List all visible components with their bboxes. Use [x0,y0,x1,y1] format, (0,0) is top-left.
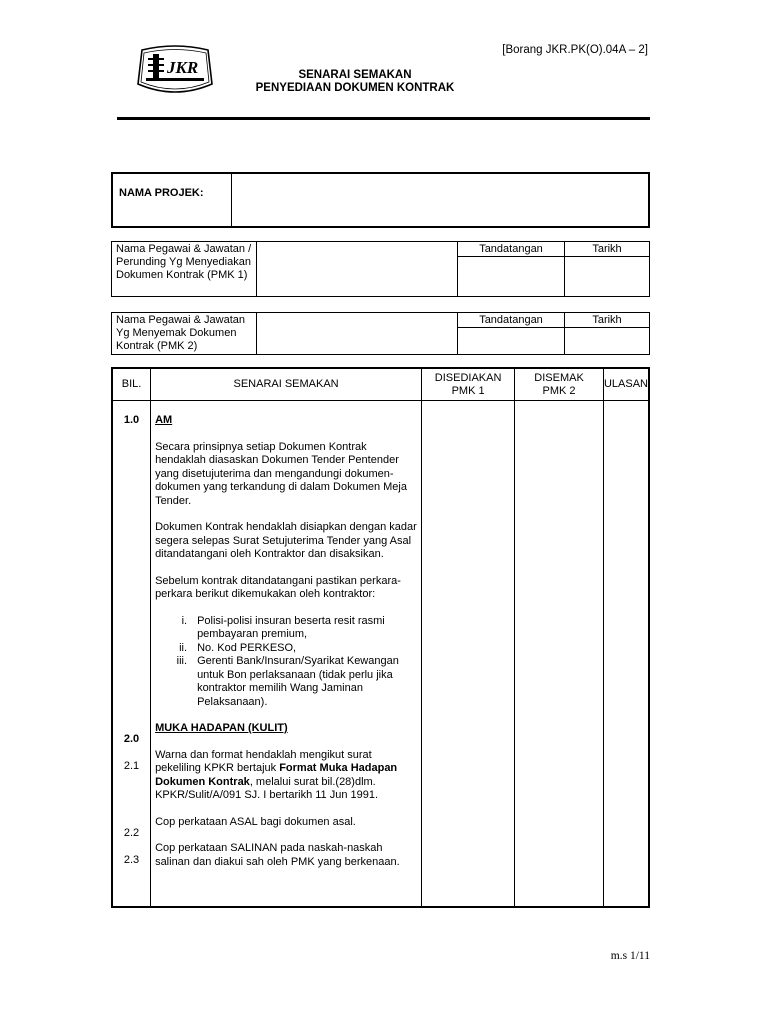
list-marker: ii. [179,641,188,654]
checklist-table [111,367,650,908]
date-field-pmk1[interactable] [565,257,650,297]
logo-text: JKR [167,58,199,77]
checklist-numbers [112,401,151,908]
list-item [155,655,417,709]
signoff-table-checked [111,312,650,355]
project-label: NAMA PROJEK: [112,173,232,227]
section-heading: MUKA HADAPAN (KULIT) [155,722,288,734]
col-header-checklist: SENARAI SEMAKAN [151,368,422,401]
header-divider [117,117,650,120]
list-text: Gerenti Bank/Insuran/Syarikat Kewangan untuk Bon perlaksanaan (tidak perlu jika kontraktor memilih Wang Jaminan Pelaksanaan). [197,655,399,708]
section-number: 1.0 [123,414,140,426]
col-header-bil: BIL. [112,368,151,401]
list-marker: i. [181,614,188,627]
item-text [155,749,417,803]
signature-field-pmk1[interactable] [458,257,565,297]
project-table [111,172,650,228]
signature-field-pmk2[interactable] [458,328,565,355]
col-header-checked: DISEMAK PMK 2 [515,368,604,401]
signoff-name-pmk1[interactable] [257,242,458,297]
item-text-part: Warna dan format hendaklah mengikut surat pekeliling KPKR bertajuk [155,748,372,774]
item-text: Cop perkataan ASAL bagi dokumen asal. [155,815,356,828]
project-input[interactable] [232,173,650,227]
signature-header-pmk1: Tandatangan [458,242,565,257]
paragraph: Dokumen Kontrak hendaklah disiapkan dengan kadar segera selepas Surat Setujuterima Tender yang Asal ditandatangani oleh Kontraktor dan disaksikan. [155,521,417,560]
date-header-pmk2: Tarikh [565,313,650,328]
list-marker: iii. [176,655,188,667]
list-item [155,615,417,642]
item-number: 2.1 [123,760,140,772]
item-number: 2.2 [123,827,140,839]
item-text-part: , melalui surat bil.(28)dlm. KPKR/Sulit/A/091 SJ. I bertarikh 11 Jun 1991. [155,775,379,801]
form-reference: [Borang JKR.PK(O).04A – 2] [502,44,648,56]
signoff-label-pmk1: Nama Pegawai & Jawatan / Perunding Yg Menyediakan Dokumen Kontrak (PMK 1) [112,242,257,297]
remarks-cell[interactable] [603,401,649,908]
col-header-remarks: ULASAN [603,368,649,401]
col-header-prepared: DISEDIAKAN PMK 1 [422,368,515,401]
page-number: m.s 1/11 [610,950,650,962]
item-text: Cop perkataan SALINAN pada naskah-naskah salinan dan diakui sah oleh PMK yang berkenaan. [155,842,400,868]
checked-check-cell[interactable] [515,401,604,908]
date-field-pmk2[interactable] [565,328,650,355]
item-text-bold: Format Muka Hadapan Dokumen Kontrak [155,762,398,788]
paragraph: Sebelum kontrak ditandatangani pastikan perkara-perkara berikut dikemukakan oleh kontraktor: [155,574,401,600]
list-item [155,642,417,656]
signature-header-pmk2: Tandatangan [458,313,565,328]
prepared-check-cell[interactable] [422,401,515,908]
doc-title-line1: SENARAI SEMAKAN [298,69,412,81]
signoff-table-prepared [111,241,650,297]
doc-title-line2: PENYEDIAAN DOKUMEN KONTRAK [255,82,455,94]
list-text: No. Kod PERKESO, [197,641,297,654]
list-text: Polisi-polisi insuran beserta resit rasmi pembayaran premium, [197,614,385,640]
signoff-label-pmk2: Nama Pegawai & Jawatan Yg Menyemak Dokumen Kontrak (PMK 2) [112,313,257,355]
section-heading: AM [155,414,173,426]
section-number: 2.0 [123,733,140,745]
checklist-content [151,401,422,908]
date-header-pmk1: Tarikh [565,242,650,257]
item-number: 2.3 [123,854,140,866]
signoff-name-pmk2[interactable] [257,313,458,355]
paragraph: Secara prinsipnya setiap Dokumen Kontrak hendaklah diasaskan Dokumen Tender Pentender yang disetujuterima dan mengandungi dokumen-dokumen yang terkandung di dalam Dokumen Meja Tender. [155,440,407,507]
